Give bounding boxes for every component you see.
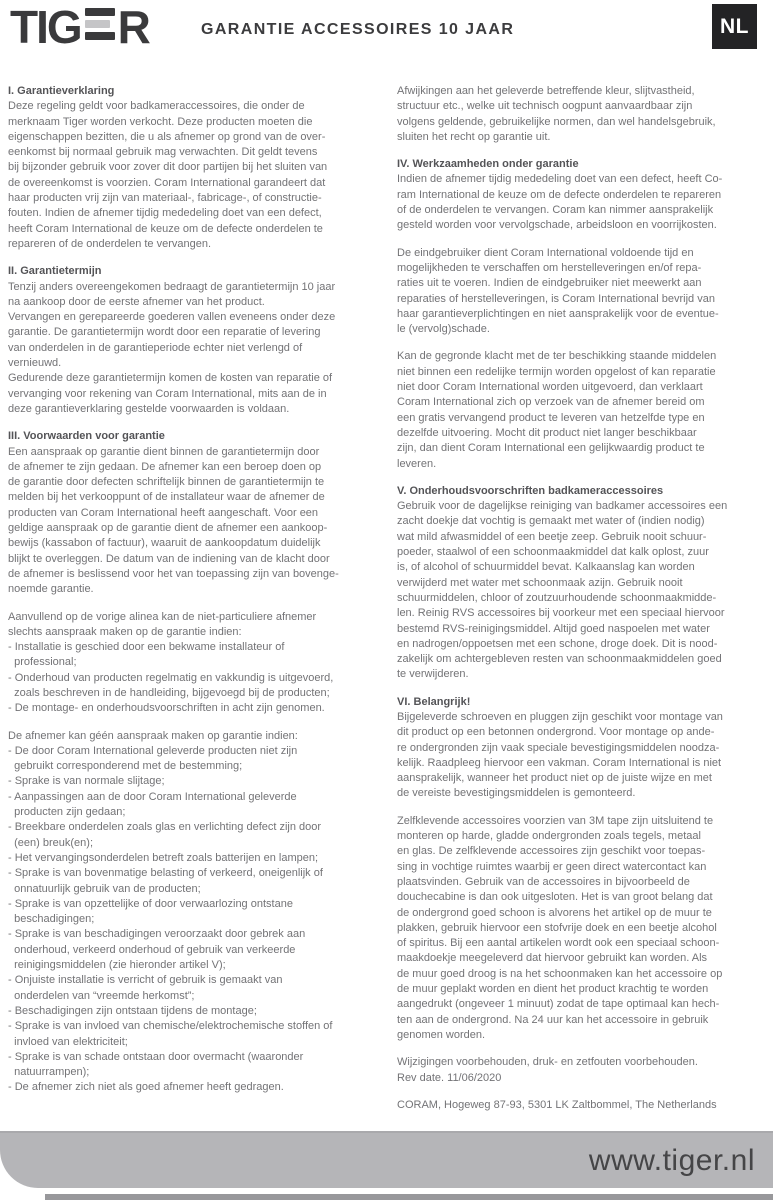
section-heading: I. Garantieverklaring [8,85,115,97]
paragraph: CORAM, Hogeweg 87-93, 5301 LK Zaltbommel, The Netherlands [397,1098,717,1111]
section-heading: V. Onderhoudsvoorschriften badkameraccessoires [397,484,664,497]
page-title: GARANTIE ACCESSOIRES 10 JAAR [201,21,515,38]
paragraph: Kan de gegronde klacht met de ter beschikking staande middelen niet binnen een redelijke termijn worden opgelost of kan reparatie niet door Coram International worden uitgevoerd, dan verklaart Coram International zich op verzoek van de afnemer bereid om een gratis vervangend product te leveren van hetzelfde type en dezelfde uitvoering. Mocht dit product niet langer beschikbaar zijn, dan dient Coram International een gelijkwaardig product te leveren. [397,350,717,470]
bottom-edge-strip [45,1194,773,1200]
right-column [397,84,765,1113]
paragraph: Deze regeling geldt voor badkameraccessoires, die onder de merknaam Tiger worden verkocht. Deze producten moeten die eigenschappen bezitten, die u als afnemer op grond van de over- eenkomst bij normaal gebruik mag verwachten. Dit geldt tevens bij bijzonder gebruik voor zover dit door partijen bij het sluiten van de overeenkomst is voorzien. Coram International garandeert dat haar producten vrij zijn van materiaal-, fabricage-, of constructie- fouten. Indien de afnemer tijdig mededeling doet van een defect, heeft Coram International de keuze om de defecte onderdelen te repareren of de onderdelen te vervangen. [8,100,328,250]
logo-e-bar-top [85,8,115,16]
paragraph: Zelfklevende accessoires voorzien van 3M tape zijn uitsluitend te monteren op harde, gladde ondergronden zoals tegels, metaal en glas. De zelfklevende accessoires zijn geschikt voor toepas- sing in vochtige ruimtes waarbij er geen direct watercontact kan plaatsvinden. Gebruik van de accessoires in bijvoorbeeld de douchecabine is dan ook uitgesloten. Het is van groot belang dat de ondergrond goed schoon is alvorens het artikel op de muur te plakken, gebruik hiervoor een stofvrije doek en een beetje alcohol of spiritus. Bij een aantal artikelen wordt ook een speciaal schoon- maakdoekje meegeleverd dat hiervoor gebruikt kan worden. Als de muur goed droog is na het schoonmaken kan het accessoire op de muur geplakt worden en dient het product krachtig te worden aangedrukt (ongeveer 1 minuut) zodat de tape optimaal kan hech- ten aan de ondergrond. Na 24 uur kan het accessoire in gebruik genomen worden. [397,814,723,1041]
logo-letter-r: R [117,1,149,53]
paragraph: Gebruik voor de dagelijkse reiniging van badkamer accessoires een zacht doekje dat vochtig is gemaakt met water of (indien nodig) wat mild afwasmiddel of een beetje zeep. Gebruik nooit schuur- poeder, staalwol of een schoonmaakmiddel dat kalk oplost, zuur is, of alcohol of schuurmiddel bevat. Kalkaanslag kan worden verwijderd met water met schoonmaak azijn. Gebruik nooit schuurmiddelen, chloor of zoutzuurhoudende schoonmaakmidde- len. Reinig RVS accessoires bij voorkeur met een speciaal hiervoor bestemd RVS-reinigingsmiddel. Altijd goed naspoelen met water en nadrogen/oppoetsen met een schone, droge doek. Dit is nood- zakelijk om achtergebleven resten van schoonmaakmiddelen goed te verwijderen. [397,500,728,681]
logo-letters-tig: TIG [10,1,81,53]
logo-stylized-e-icon [85,8,115,40]
paragraph: Aanvullend op de vorige alinea kan de niet-particuliere afnemer slechts aanspraak maken op de garantie indien: - Installatie is geschied door een bekwame installateur of professional; - Onderhoud van producten regelmatig en vakkundig is uitgevoerd, zoals beschreven in de handleiding, bijgevoegd bij de producten; - De montage- en onderhoudsvoorschriften in acht zijn genomen. [8,610,334,715]
paragraph: Indien de afnemer tijdig mededeling doet van een defect, heeft Co- ram International de keuze om de defecte onderdelen te repareren of de onderdelen te vervangen. Coram kan nimmer aansprakelijk gesteld worden voor vervolgschade, arbeidsloon en voorrijkosten. [397,173,723,232]
footer-website-url: www.tiger.nl [588,1143,755,1177]
language-badge: NL [712,4,757,49]
paragraph: Bijgeleverde schroeven en pluggen zijn geschikt voor montage van dit product op een betonnen ondergrond. Voor montage op ande- re ondergronden zijn vaak speciale bevestigingsmiddelen noodza- kelijk. Raadpleeg hiervoor een vakman. Coram International is niet aansprakelijk, wanneer het product niet op de juiste wijze en met de vereiste bevestigingsmiddelen is gemonteerd. [397,710,723,800]
paragraph: Tenzij anders overeengekomen bedraagt de garantietermijn 10 jaar na aankoop door de eerste afnemer van het product. Vervangen en gerepareerde goederen vallen eveneens onder deze garantie. De garantietermijn wordt door een reparatie of levering van onderdelen in de garantieperiode echter niet verlengd of vernieuwd. Gedurende deze garantietermijn komen de kosten van reparatie of vervanging voor rekening van Coram International, mits aan de in deze garantieverklaring gestelde voorwaarden is voldaan. [8,280,336,415]
logo-e-bar-middle [85,20,110,28]
paragraph: Wijzigingen voorbehouden, druk- en zetfouten voorbehouden. Rev date. 11/06/2020 [397,1056,698,1084]
paragraph: De afnemer kan géén aanspraak maken op garantie indien: - De door Coram International geleverde producten niet zijn gebruikt corresponderend met de bestemming; - Sprake is van normale slijtage; - Aanpassingen aan de door Coram International geleverde producten zijn gedaan; - Breekbare onderdelen zoals glas en verlichting defect zijn door (een) breuk(en); - Het vervangingsonderdelen betreft zoals batterijen en lampen; - Sprake is van bovenmatige belasting of verkeerd, oneigenlijk of onnatuurlijk gebruik van de producten; - Sprake is van opzettelijke of door verwaarlozing ontstane beschadigingen; - Sprake is van beschadigingen veroorzaakt door gebrek aan onderhoud, verkeerd onderhoud of gebruik van verkeerde reinigingsmiddelen (zie hieronder artikel V); - Onjuiste installatie is verricht of gebruik is gemaakt van onderdelen van “vreemde herkomst”; - Beschadigingen zijn ontstaan tijdens de montage; - Sprake is van invloed van chemische/elektrochemische stoffen of invloed van elektriciteit; - Sprake is van schade ontstaan door overmacht (waaronder natuurrampen); - De afnemer zich niet als goed afnemer heeft gedragen. [8,729,333,1094]
logo-e-bar-bottom [85,32,115,40]
section-heading: II. Garantietermijn [8,265,102,278]
section-heading: VI. Belangrijk! [397,695,471,708]
footer-bar [0,1131,773,1188]
document-body [8,84,765,1113]
paragraph: Een aanspraak op garantie dient binnen de garantietermijn door de afnemer te zijn gedaan. De afnemer kan een beroep doen op de garantie door defecten schriftelijk binnen de garantietermijn te melden bij het verkooppunt of de installateur waar de afnemer de producten van Coram International heeft aangeschaft. Voor een geldige aanspraak op de garantie dient de afnemer een aankoop- bewijs (kassabon of factuur), waaruit de aankoopdatum duidelijk blijkt te overleggen. De datum van de indiening van de klacht door de afnemer is beslissend voor het van toepassing zijn van bovenge- noemde garantie. [8,445,339,596]
section-heading: III. Voorwaarden voor garantie [8,430,165,443]
paragraph: Afwijkingen aan het geleverde betreffende kleur, slijtvastheid, structuur etc., welke uit technisch oogpunt aanvaardbaar zijn volgens geldende, gebruikelijke normen, dan wel handelsgebruik, sluiten het recht op garantie uit. [397,85,716,143]
left-column [8,84,376,1113]
section-heading: IV. Werkzaamheden onder garantie [397,158,579,171]
tiger-logo [10,1,149,53]
paragraph: De eindgebruiker dient Coram International voldoende tijd en mogelijkheden te verschaffen om herstelleveringen en/of repa- raties uit te voeren. Indien de eindgebruiker niet meewerkt aan reparaties of herstelleveringen, is Coram International bevrijd van haar garantieverplichtingen en niet aansprakelijk voor de eventue- le (vervolg)schade. [397,246,719,336]
